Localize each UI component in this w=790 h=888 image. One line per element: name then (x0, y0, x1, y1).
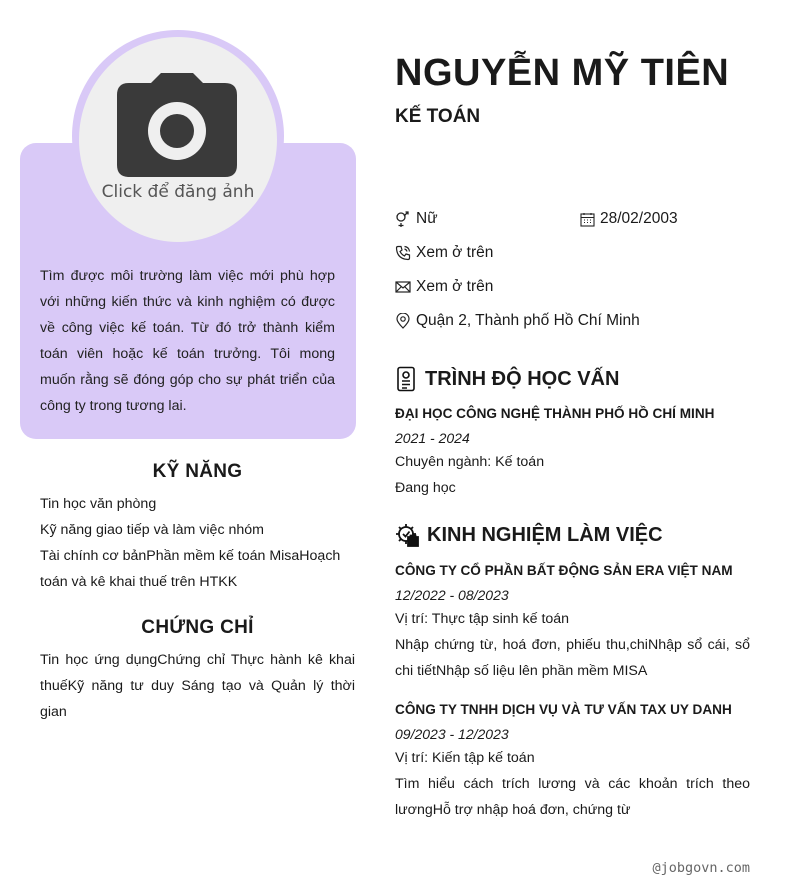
school-name: ĐẠI HỌC CÔNG NGHỆ THÀNH PHỐ HỒ CHÍ MINH (395, 406, 715, 421)
education-icon (395, 366, 417, 392)
experience-icon (395, 523, 419, 547)
certificates-text: Tin học ứng dụngChứng chỉ Thực hành kê khai thuếKỹ năng tư duy Sáng tạo và Quản lý thời gian (40, 652, 355, 720)
certificates-heading: CHỨNG CHỈ (141, 617, 254, 638)
gender-row (395, 210, 438, 228)
skills-list (40, 491, 355, 595)
job-title: KẾ TOÁN (395, 106, 481, 127)
email-icon (395, 279, 411, 295)
education-status: Đang học (395, 480, 456, 496)
education-period: 2021 - 2024 (395, 430, 470, 446)
education-heading (395, 366, 619, 392)
skill-item: Tin học văn phòng (40, 496, 157, 512)
calendar-icon (580, 212, 595, 227)
job-period: 12/2022 - 08/2023 (395, 587, 509, 603)
job-position: Vị trí: Kiến tập kế toán (395, 750, 535, 766)
photo-upload-label: Click để đăng ảnh (101, 182, 255, 202)
camera-icon (117, 73, 237, 177)
job-company: CÔNG TY TNHH DỊCH VỤ VÀ TƯ VẤN TAX UY DANH (395, 702, 732, 717)
photo-upload[interactable] (79, 37, 277, 242)
skill-item: Tài chính cơ bảnPhần mềm kế toán MisaHoạch toán và kê khai thuế trên HTKK (40, 548, 341, 590)
education-major: Chuyên ngành: Kế toán (395, 454, 545, 470)
phone-row (395, 244, 493, 262)
watermark: @jobgovn.com (652, 860, 750, 876)
email-row (395, 278, 493, 296)
gender-value: Nữ (416, 210, 438, 227)
job-company: CÔNG TY CỔ PHẦN BẤT ĐỘNG SẢN ERA VIỆT NAM (395, 563, 733, 578)
education-heading-text: TRÌNH ĐỘ HỌC VẤN (425, 367, 620, 390)
birthdate-row (580, 210, 678, 228)
gender-icon (395, 211, 411, 227)
location-icon (395, 313, 411, 329)
address-value: Quận 2, Thành phố Hồ Chí Minh (416, 312, 640, 329)
job-period: 09/2023 - 12/2023 (395, 726, 509, 742)
email-value: Xem ở trên (416, 278, 494, 295)
experience-heading-text: KINH NGHIỆM LÀM VIỆC (427, 523, 663, 546)
experience-heading (395, 523, 663, 547)
phone-value: Xem ở trên (416, 244, 494, 261)
career-objective: Tìm được môi trường làm việc mới phù hợp với những kiến thức và kinh nghiệm có được về công việc kế toán. Từ đó trở thành kiểm toán viên hoặc kế toán trưởng. Tôi mong muốn rằng sẽ đóng góp cho sự phát triển của công ty trong tương lai. (40, 268, 335, 414)
phone-icon (395, 245, 411, 261)
skill-item: Kỹ năng giao tiếp và làm việc nhóm (40, 522, 264, 538)
birthdate-value: 28/02/2003 (600, 210, 678, 227)
candidate-name: NGUYỄN MỸ TIÊN (395, 52, 730, 94)
job-description: Nhập chứng từ, hoá đơn, phiếu thu,chiNhập sổ cái, sổ chi tiếtNhập số liệu lên phần mềm MISA (395, 637, 750, 679)
job-description: Tìm hiểu cách trích lương và các khoản trích theo lươngHỗ trợ nhập hoá đơn, chứng từ (395, 776, 750, 818)
job-position: Vị trí: Thực tập sinh kế toán (395, 611, 570, 627)
skills-heading: KỸ NĂNG (152, 461, 243, 482)
address-row (395, 312, 640, 330)
